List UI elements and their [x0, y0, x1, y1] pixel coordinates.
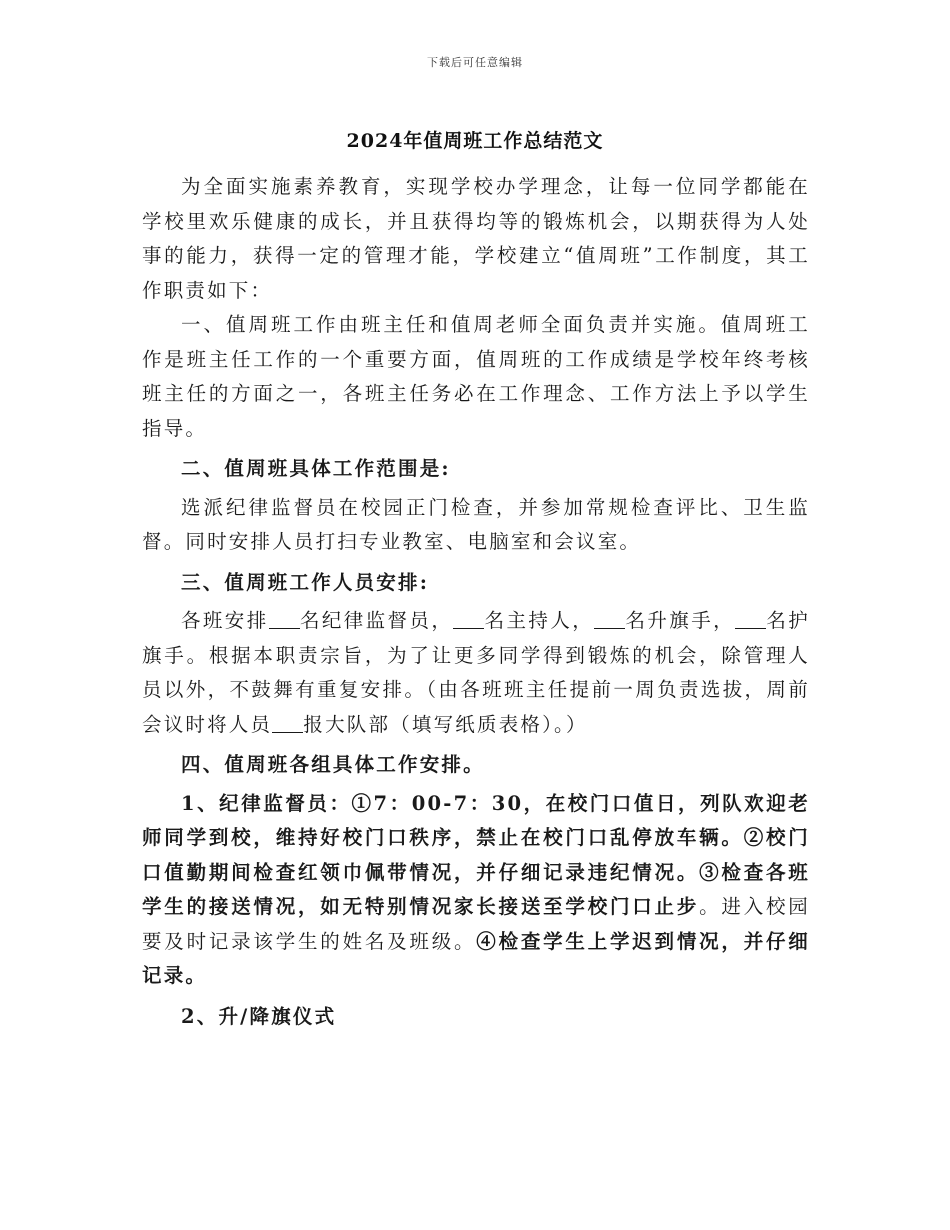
section-heading-3: 三、值周班工作人员安排:: [181, 570, 430, 594]
intro-paragraph: 为全面实施素养教育，实现学校办学理念，让每一位同学都能在学校里欢乐健康的成长，并且获得均等的锻炼机会，以期获得为人处事的能力，获得一定的管理才能，学校建立“值周班”工作制度，其工作职责如下：: [142, 175, 810, 302]
item4-bold-text: 1、纪律监督员：①7：00-7：30，在校门口值日，列队欢迎老师同学到校，维持好校门口秩序，禁止在校门口乱停放车辆。②校门口值勤期间检查红领巾佩带情况，并仔细记录违纪情况。③检查各班学生的接送情况，如无特别情况家长接送至学校门口止步: [142, 791, 810, 918]
fill-blank: [272, 712, 303, 733]
item4-normal-text: 。进入校园要及时记录该学生的姓名及班级。: [142, 895, 810, 953]
item1-paragraph: 一、值周班工作由班主任和值周老师全面负责并实施。值周班工作是班主任工作的一个重要方面，值周班的工作成绩是学校年终考核班主任的方面之一，各班主任务必在工作理念、工作方法上予以学生指导。: [142, 313, 810, 440]
fill-blank: [735, 609, 766, 630]
fill-blank: [594, 609, 625, 630]
item4-paragraph: [142, 787, 810, 994]
document-title: 2024年值周班工作总结范文: [346, 130, 604, 152]
item3-text-5: 名护旗手。根据本职责宗旨，为了让更多同学得到锻炼的机会，除管理人员以外，不鼓舞有重复安排。（由各班班主任提前一周负责选拔，周前会议时将人员: [142, 609, 810, 736]
item3-text-6: 报大队部（填写纸质表格）。）: [303, 712, 588, 736]
item3-text-2: 名纪律监督员，: [299, 609, 454, 632]
header-note: 下载后可任意编辑: [427, 56, 523, 69]
item3-paragraph: [142, 604, 810, 742]
fill-blank: [269, 609, 300, 630]
section-heading-5: 2、升/降旗仪式: [181, 1004, 337, 1028]
section-heading-4: 四、值周班各组具体工作安排。: [181, 753, 485, 776]
item2-paragraph: 选派纪律监督员在校园正门检查，并参加常规检查评比、卫生监督。同时安排人员打扫专业教室、电脑室和会议室。: [142, 495, 810, 553]
item4-bold-text-2: ④检查学生上学迟到情况，并仔细记录。: [142, 929, 810, 987]
section-heading-2: 二、值周班具体工作范围是:: [181, 457, 451, 480]
document-body: [142, 170, 810, 1038]
item3-text-3: 名主持人，: [484, 609, 595, 632]
item3-text-1: 各班安排: [181, 609, 269, 632]
fill-blank: [453, 609, 484, 630]
item3-text-4: 名升旗手，: [625, 609, 735, 632]
